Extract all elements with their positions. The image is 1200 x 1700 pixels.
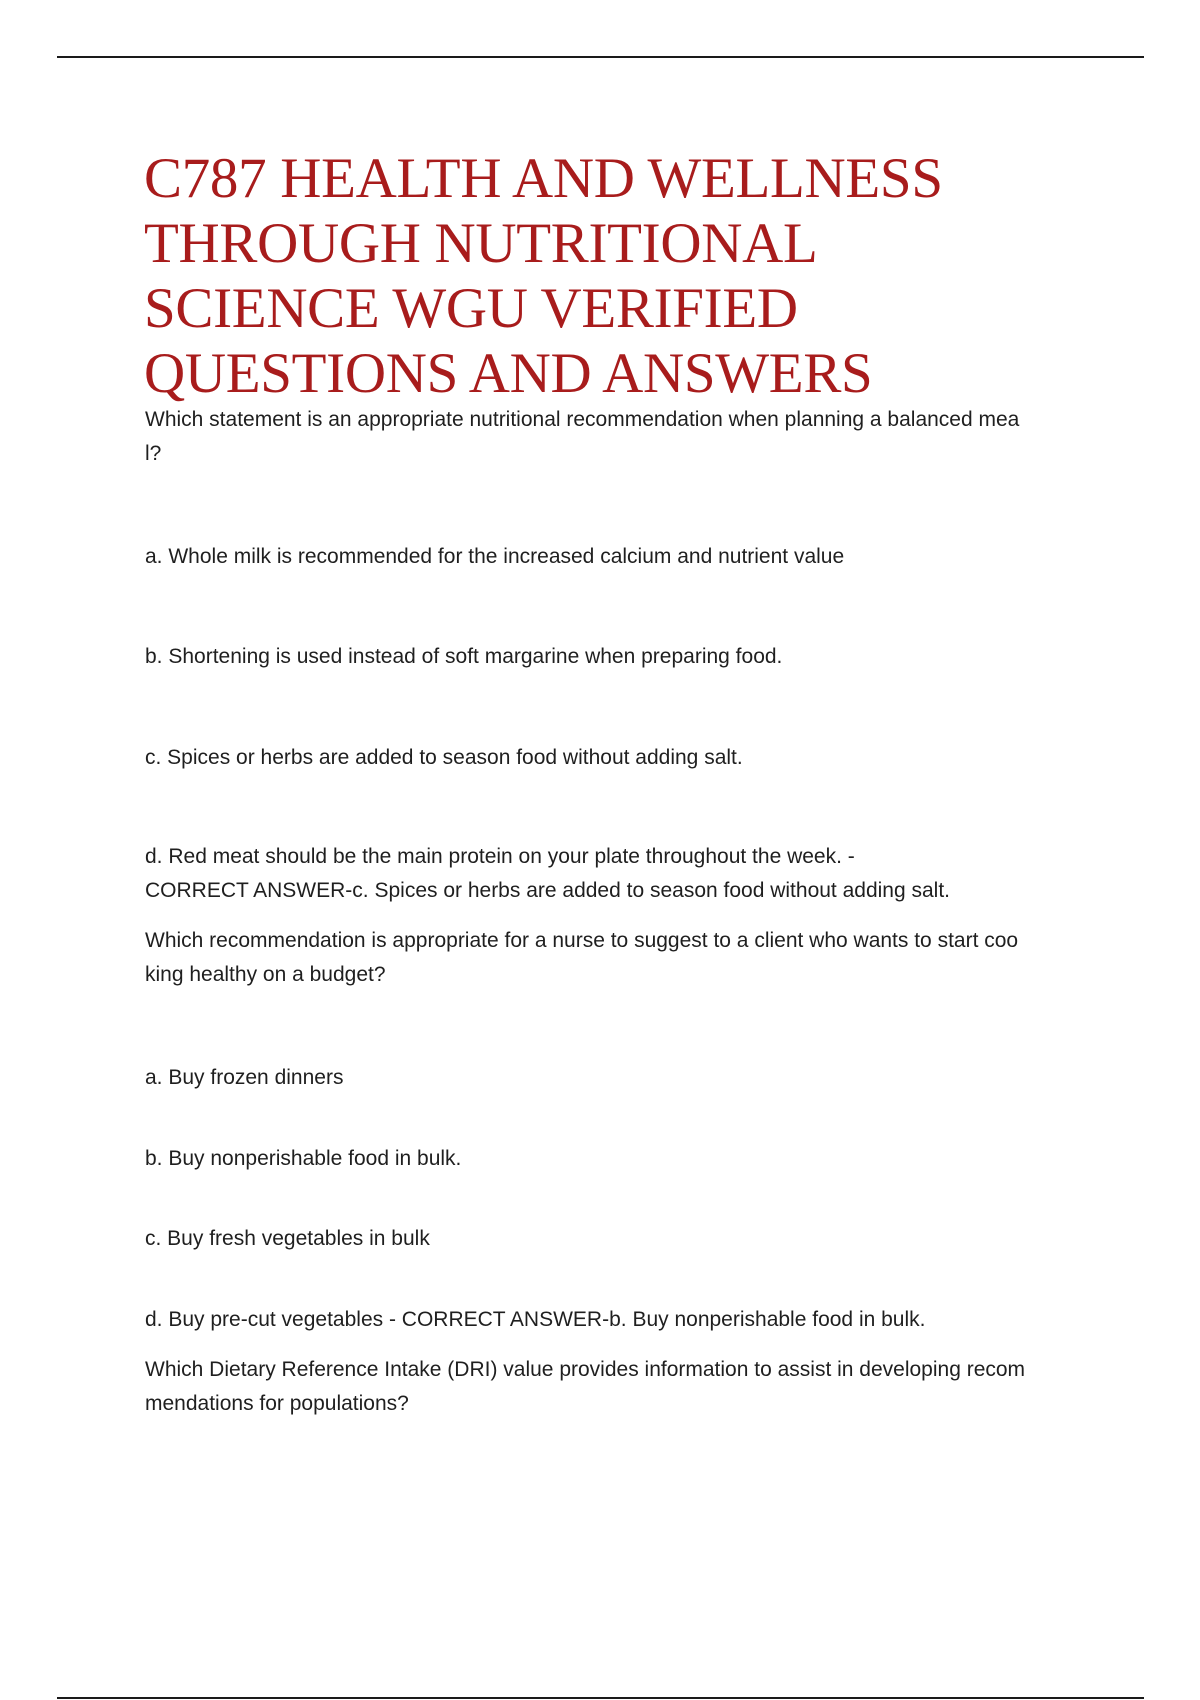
title-line: SCIENCE WGU VERIFIED xyxy=(144,277,798,340)
question-3-prompt xyxy=(145,1353,1025,1421)
prompt-line: Which recommendation is appropriate for a nurse to suggest to a client who wants to start coo xyxy=(145,929,1019,952)
prompt-line: Which Dietary Reference Intake (DRI) value provides information to assist in developing recom xyxy=(145,1358,1026,1381)
top-rule xyxy=(57,56,1144,58)
prompt-line: king healthy on a budget? xyxy=(145,963,386,986)
prompt-line: Which statement is an appropriate nutritional recommendation when planning a balanced mea xyxy=(145,408,1020,431)
question-2-option-a: a. Buy frozen dinners xyxy=(145,1066,344,1089)
answer-line: CORRECT ANSWER-c. Spices or herbs are added to season food without adding salt. xyxy=(145,879,951,902)
question-1-option-d xyxy=(145,840,950,908)
question-2-option-d: d. Buy pre-cut vegetables - CORRECT ANSWER-b. Buy nonperishable food in bulk. xyxy=(145,1308,926,1331)
title-line: C787 HEALTH AND WELLNESS xyxy=(144,147,943,210)
question-2-option-b: b. Buy nonperishable food in bulk. xyxy=(145,1147,462,1170)
title-line: QUESTIONS AND ANSWERS xyxy=(144,342,873,405)
option-line: d. Red meat should be the main protein on your plate throughout the week. - xyxy=(145,845,855,868)
question-2-option-c: c. Buy fresh vegetables in bulk xyxy=(145,1227,430,1250)
question-1-option-c: c. Spices or herbs are added to season food without adding salt. xyxy=(145,746,743,769)
question-1-prompt xyxy=(145,403,1019,471)
question-2-prompt xyxy=(145,924,1018,992)
document-title xyxy=(144,146,1124,406)
question-1-option-a: a. Whole milk is recommended for the increased calcium and nutrient value xyxy=(145,545,845,568)
prompt-line: l? xyxy=(145,442,162,465)
question-1-option-b: b. Shortening is used instead of soft margarine when preparing food. xyxy=(145,645,783,668)
bottom-rule xyxy=(57,1697,1144,1699)
title-line: THROUGH NUTRITIONAL xyxy=(144,212,818,275)
prompt-line: mendations for populations? xyxy=(145,1392,409,1415)
